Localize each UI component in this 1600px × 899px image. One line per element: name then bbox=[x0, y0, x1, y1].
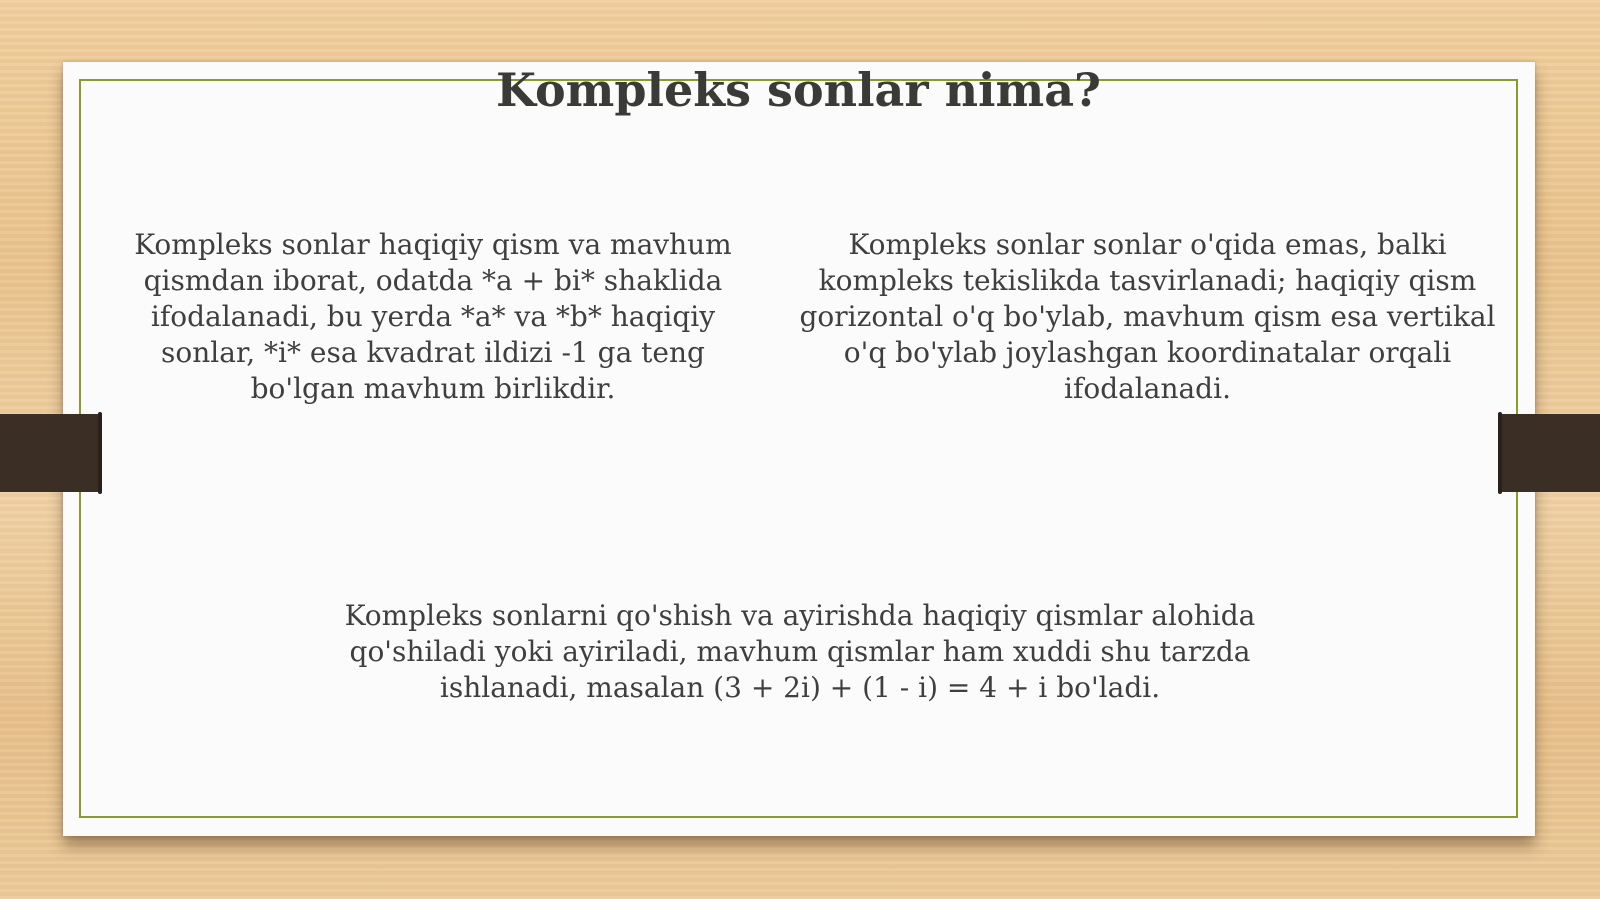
right-binder-tab bbox=[1500, 414, 1600, 492]
bottom-text-block: Kompleks sonlarni qo'shish va ayirishda haqiqiy qismlar alohida qo'shiladi yoki ayiriladi, mavhum qismlar ham xuddi shu tarzda ishlanadi, masalan (3 + 2i) + (1 - i) = 4 + i bo'ladi. bbox=[344, 599, 1256, 704]
slide-title: Kompleks sonlar nima? bbox=[496, 63, 1101, 117]
slide-frame-border bbox=[79, 79, 1518, 818]
right-text-block: Kompleks sonlar sonlar o'qida emas, balki kompleks tekislikda tasvirlanadi; haqiqiy qism gorizontal o'q bo'ylab, mavhum qism esa vertikal o'q bo'ylab joylashgan koordinatalar orqali ifodalanadi. bbox=[799, 228, 1496, 405]
left-text-block: Kompleks sonlar haqiqiy qism va mavhum qismdan iborat, odatda *a + bi* shaklida ifodalanadi, bu yerda *a* va *b* haqiqiy sonlar, *i* esa kvadrat ildizi -1 ga teng bo'lgan mavhum birlikdir. bbox=[134, 228, 732, 405]
left-binder-tab bbox=[0, 414, 100, 492]
